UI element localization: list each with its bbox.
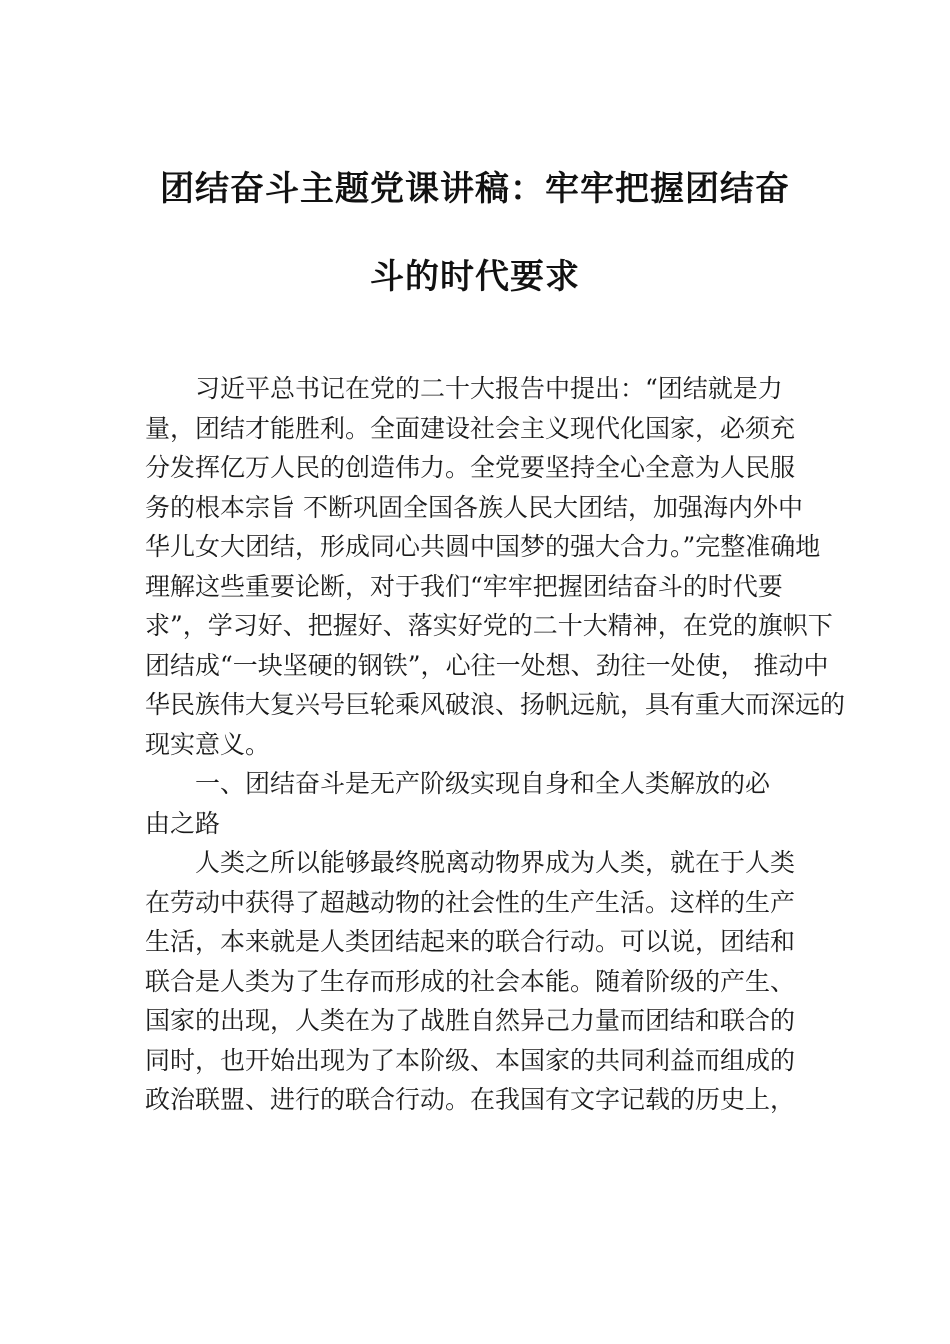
text-line: 联合是人类为了生存而形成的社会本能。随着阶级的产生、	[145, 966, 796, 996]
text-line: 华民族伟大复兴号巨轮乘风破浪、扬帆远航，具有重大而深远的	[145, 690, 846, 719]
paragraph-intro	[145, 369, 846, 764]
text-line: 分发挥亿万人民的创造伟力。全党要坚持全心全意为人民服	[145, 453, 796, 482]
document-body	[145, 369, 846, 1120]
title-line-2: 斗的时代要求	[370, 257, 580, 297]
section-heading-1	[145, 764, 817, 843]
heading-line: 一、团结奋斗是无产阶级实现自身和全人类解放的必	[195, 769, 771, 798]
text-line: 团结成“一块坚硬的钢铁”，心往一处想、劲往一处使， 推动中	[145, 650, 829, 680]
text-line: 国家的出现，人类在为了战胜自然异己力量而团结和联合的	[145, 1006, 796, 1035]
paragraph-section-1	[145, 843, 817, 1120]
text-line: 生活，本来就是人类团结起来的联合行动。可以说，团结和	[145, 927, 796, 956]
text-line: 政治联盟、进行的联合行动。在我国有文字记载的历史上，	[145, 1085, 796, 1114]
heading-line: 由之路	[145, 808, 221, 838]
text-line: 同时，也开始出现为了本阶级、本国家的共同利益而组成的	[145, 1045, 796, 1075]
text-line: 现实意义。	[145, 729, 271, 759]
text-line: 华儿女大团结，形成同心共圆中国梦的强大合力。”完整准确地	[145, 532, 821, 561]
text-line: 量，团结才能胜利。全面建设社会主义现代化国家，必须充	[145, 413, 796, 443]
text-line: 理解这些重要论断，对于我们“牢牢把握团结奋斗的时代要	[145, 571, 783, 601]
text-line: 务的根本宗旨 不断巩固全国各族人民大团结，加强海内外中	[145, 492, 803, 522]
text-line: 求”，学习好、把握好、落实好党的二十大精神，在党的旗帜下	[145, 611, 833, 640]
title-line-1: 团结奋斗主题党课讲稿：牢牢把握团结奋	[160, 169, 790, 209]
text-line: 人类之所以能够最终脱离动物界成为人类，就在于人类	[195, 848, 796, 877]
text-line: 在劳动中获得了超越动物的社会性的生产生活。这样的生产	[145, 887, 796, 917]
document-title	[140, 169, 810, 297]
text-line: 习近平总书记在党的二十大报告中提出：“团结就是力	[195, 374, 783, 403]
